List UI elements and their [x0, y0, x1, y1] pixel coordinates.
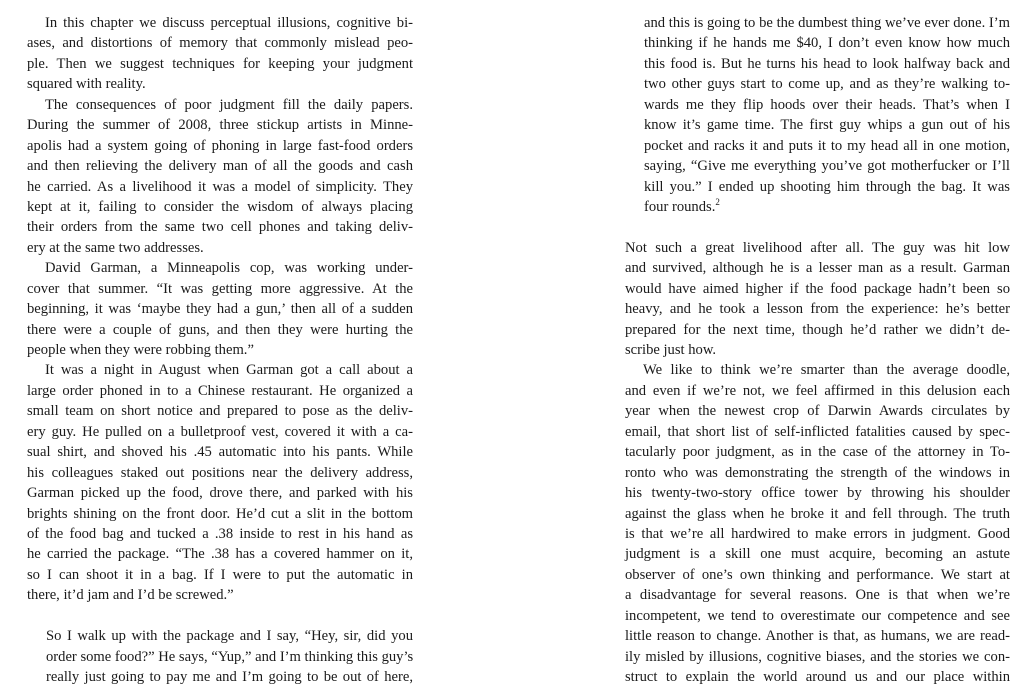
- quote-line: saying, “Give me everything you’ve got motherfucker or I’ll: [644, 158, 1010, 175]
- paragraph-intro: [27, 13, 413, 95]
- text-line: people when they were robbing them.”: [27, 342, 254, 358]
- text-line: and even if we’re not, we feel affirmed in this delusion each: [625, 382, 1010, 399]
- text-line: apolis had a system going of phoning in large fast-food orders: [27, 137, 413, 154]
- text-line: Garman picked up the food, drove there, and parked with his: [27, 485, 413, 502]
- text-line: incompetent, we tend to overestimate our competence and see: [625, 607, 1010, 624]
- right-page-column: [625, 13, 1010, 687]
- quote-line: this food is. But he turns his head to look halfway back and: [644, 55, 1010, 72]
- paragraph-august-night: [27, 360, 413, 605]
- text-line: ery guy. He pulled on a bulletproof vest, covered it with a ca-: [27, 423, 413, 440]
- text-line: against the glass when he broke it and fell through. The truth: [625, 505, 1010, 522]
- text-line: ases, and distortions of memory that commonly mislead peo-: [27, 35, 413, 52]
- text-line: and then relieving the delivery man of all the goods and cash: [27, 158, 413, 175]
- text-line: and survived, although he is a lesser man as a result. Garman: [625, 260, 1010, 277]
- text-line: The consequences of poor judgment fill the daily papers.: [45, 96, 413, 113]
- text-line: beginning, it was ‘maybe they had a gun,’ then all of a sudden: [27, 301, 413, 318]
- text-line: his colleagues staked out positions near the delivery address,: [27, 464, 413, 481]
- text-line: small team on short notice and prepared to pose as the deliv-: [27, 403, 413, 420]
- quote-line: kill you.” I ended up shooting him through the bag. It was: [644, 178, 1010, 195]
- text-line: he carried the package. “The .38 has a covered hammer on it,: [27, 546, 413, 563]
- text-line: large order phoned in to a Chinese restaurant. He organized a: [27, 382, 413, 399]
- text-line: tacularly poor judgment, as in the case of the attorney in To-: [625, 444, 1010, 461]
- paragraph-garman-intro: [27, 258, 413, 360]
- text-line: year when the newest crop of Darwin Awards circulates by: [625, 403, 1010, 420]
- text-line: so I can shoot it in a bag. If I were to put the automatic in: [27, 566, 413, 583]
- paragraph-consequences: [27, 95, 413, 259]
- text-line: ery at the same two addresses.: [27, 239, 204, 256]
- block-quote-gap: [27, 606, 413, 626]
- quote-line: know it’s game time. The first guy whips a gun out of his: [644, 117, 1010, 134]
- text-line: ple. Then we suggest techniques for keeping your judgment: [27, 55, 413, 72]
- paragraph-not-such-livelihood: [625, 238, 1010, 361]
- text-line: there, it’d jam and I’d be screwed.”: [27, 587, 234, 604]
- quote-line: order some food?” He says, “Yup,” and I’m thinking this guy’s: [46, 648, 414, 665]
- text-line: During the summer of 2008, three stickup artists in Minne-: [27, 117, 413, 134]
- quote-line: and this is going to be the dumbest thing we’ve ever done. I’m: [644, 15, 1010, 31]
- text-line: cover that summer. “It was getting more aggressive. At the: [27, 280, 413, 297]
- text-line: their orders from the same two cell phones and taking deliv-: [27, 219, 413, 236]
- text-line: struct to explain the world around us and our place within: [625, 669, 1010, 685]
- text-line: We like to think we’re smarter than the average doodle,: [643, 362, 1010, 379]
- text-line: Not such a great livelihood after all. The guy was hit low: [625, 239, 1010, 256]
- quote-final-text: four rounds.: [644, 198, 716, 215]
- text-line: a disadvantage for several reasons. One is that when we’re: [625, 587, 1010, 604]
- text-line: would have aimed higher if the food package hadn’t been so: [625, 280, 1010, 297]
- text-line: there were a couple of guns, and then they were hurting the: [27, 321, 413, 338]
- block-quote-continued: [625, 13, 1010, 217]
- text-line: little reason to change. Another is that, as humans, we are read-: [625, 628, 1010, 645]
- text-line: email, that short list of self-inflicted fatalities caused by spec-: [625, 423, 1010, 440]
- quote-line: thinking if he hands me $40, I don’t even know how much: [644, 35, 1010, 52]
- quote-line-final: [625, 197, 1010, 217]
- paragraph-darwin-awards: [625, 360, 1010, 687]
- left-page-column: [27, 13, 413, 687]
- text-line: squared with reality.: [27, 76, 146, 93]
- quote-line: really just going to pay me and I’m going to be out of here,: [46, 669, 413, 685]
- block-quote-gap: [625, 217, 1010, 237]
- text-line: ily misled by illusions, cognitive biases, and the stories we con-: [625, 648, 1010, 665]
- text-line: ronto who was demonstrating the strength of the windows in: [625, 464, 1010, 481]
- text-line: kept at it, failing to consider the wisdom of always placing: [27, 198, 413, 215]
- text-line: David Garman, a Minneapolis cop, was working under-: [45, 260, 413, 277]
- quote-line: wards me they flip hoods over their heads. That’s when I: [644, 96, 1010, 113]
- text-line: heavy, and he took a lesson from the experience: he’s better: [625, 301, 1010, 318]
- quote-line: two other guys start to come up, and as they’re walking to-: [644, 76, 1010, 93]
- text-line: scribe just how.: [625, 342, 717, 358]
- text-line: judgment is a skill one must acquire, becoming an astute: [625, 546, 1010, 563]
- text-line: prepared for the next time, though he’d rather we didn’t de-: [625, 321, 1010, 338]
- text-line: brights shining on the front door. He’d cut a slit in the bottom: [27, 505, 413, 522]
- block-quote-start: [27, 626, 413, 687]
- text-line: he carried. As a livelihood it was a model of simplicity. They: [27, 178, 413, 195]
- text-line: of the food bag and tucked a .38 inside to rest in his hand as: [27, 525, 413, 542]
- text-line: observer of one’s own thinking and performance. We start at: [625, 566, 1010, 583]
- text-line: his twenty-two-story office tower by throwing his shoulder: [625, 485, 1010, 502]
- quote-line: pocket and racks it and puts it to my head all in one motion,: [644, 137, 1010, 154]
- text-line: sual shirt, and shoved his .45 automatic into his pants. While: [27, 444, 413, 461]
- text-line: is that we’re all hardwired to make errors in judgment. Good: [625, 525, 1010, 542]
- quote-line: So I walk up with the package and I say, “Hey, sir, did you: [46, 628, 413, 645]
- text-line: In this chapter we discuss perceptual illusions, cognitive bi-: [45, 15, 413, 31]
- footnote-reference[interactable]: 2: [715, 196, 720, 207]
- text-line: It was a night in August when Garman got a call about a: [45, 362, 413, 379]
